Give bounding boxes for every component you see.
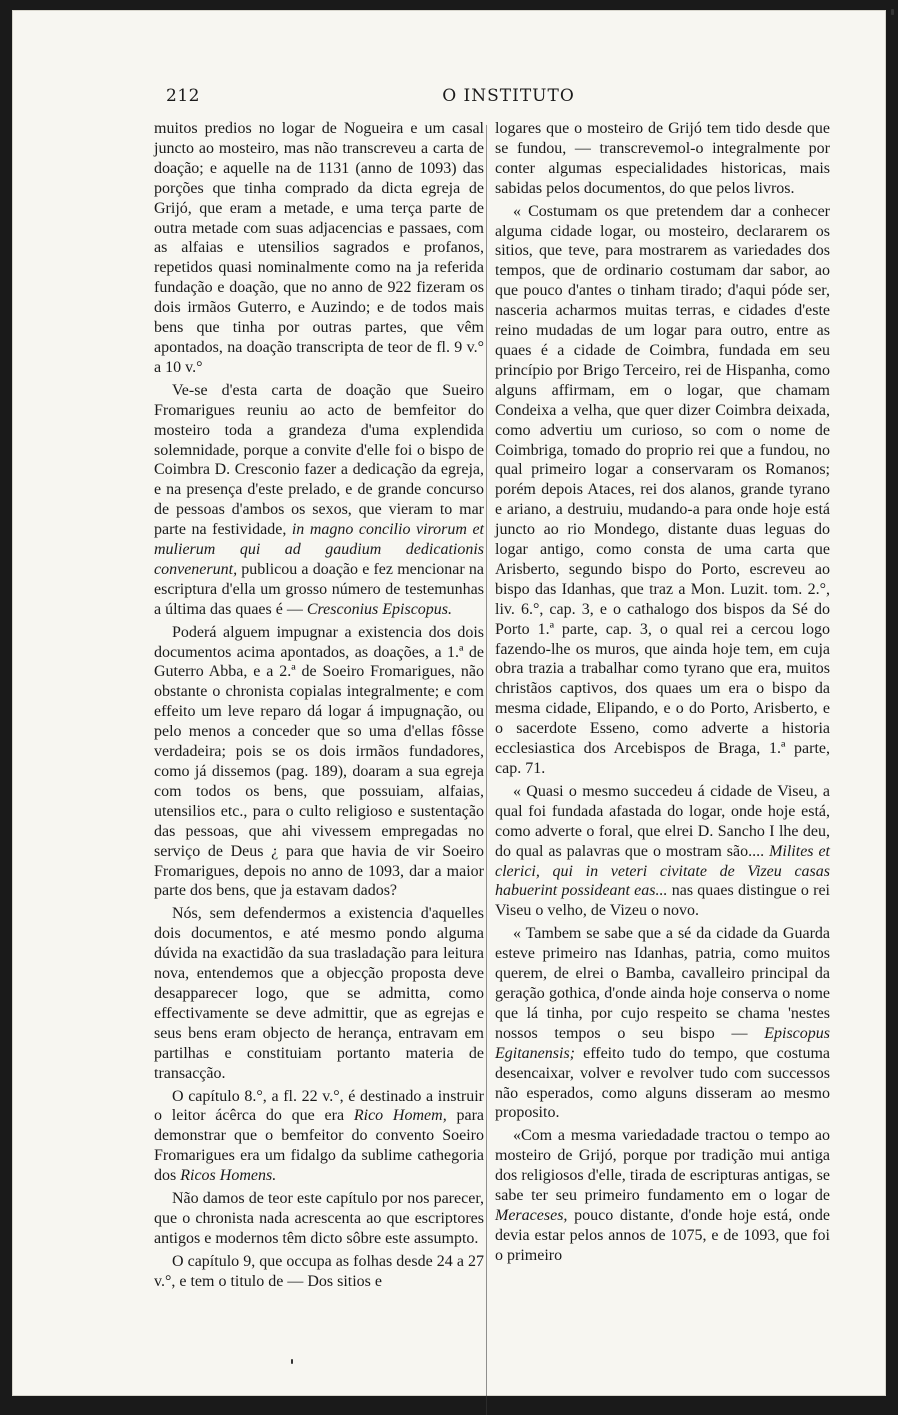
latin-title: Episcopus Egitanensis; [495, 1024, 830, 1062]
text-run: «Com a mesma variedadade tractou o tempo ao mosteiro de Grijó, porque por tradição mui antiga dos religiosos d'elle, tirada de escripturas antigas, se sabe ter seu primeiro fundamento em o logar de [495, 1127, 830, 1205]
paragraph: Nós, sem defendermos a existencia d'aquelles dois documentos, e até mesmo pondo alguma dúvida na exactidão da sua trasladação para leitura nova, entendemos que a objecção proposta deve desapparecer logo, que se admitta, como effectivamente se deve admittir, que as egrejas e seus bens eram objecto de herança, entravam em partilhas e constituiam portanto materia de transacção. [154, 905, 484, 1082]
paragraph: Poderá alguem impugnar a existencia dos dois documentos acima apontados, as doações, a 1.ª de Guterro Abba, e a 2.ª de Soeiro Fromarigues, não obstante o chronista copialas integralmente; e com effeito um leve reparo dá logar á impugnação, ou pelo menos a conceder que so uma d'ellas fôsse verdadeira; pois se os dois irmãos fundadores, como já dissemos (pag. 189), doaram a sua egreja com todos os bens, que possuiam, alfaias, utensilios etc., para o culto religioso e sustentação das pessoas, que ahi vivessem empregadas no serviço de Deus ¿ para que havia de vir Soeiro Fromarigues, depois no anno de 1093, dar a maior parte dos bens, que ja estavam dados? [154, 623, 484, 900]
paragraph: Não damos de teor este capítulo por nos parecer, que o chronista nada acrescenta ao que escriptores antigos e modernos têm dicto sôbre este assumpto. [154, 1190, 484, 1247]
latin-signature: Cresconius Episcopus. [306, 600, 453, 618]
italic-term: Ricos Homens. [180, 1167, 277, 1185]
text-run: publicou a doação e fez mencionar na escriptura d'ella um grosso número de testemunhas a última das quaes é — [154, 560, 484, 618]
paragraph [495, 924, 830, 1123]
book-page [12, 10, 886, 1396]
page-number: 212 [166, 86, 200, 106]
paragraph: O capítulo 9, que occupa as folhas desde 24 a 27 v.°, e tem o titulo de — Dos sitios e [154, 1252, 484, 1290]
paragraph [154, 381, 484, 620]
text-run: Ve-se d'esta carta de doação que Sueiro Fromarigues reuniu ao acto de bemfeitor do mosteiro toda a grandeza d'uma explendida solemnidade, porque a convite d'elle foi o bispo de Coimbra D. Cresconio fazer a dedicação da egreja, e na presença d'este prelado, e de grande concurso de pessoas d'ambos os sexos, que vieram to mar parte na festividade, [154, 381, 484, 539]
running-title: O INSTITUTO [442, 86, 575, 106]
latin-quote: in magno concilio virorum et mulierum qui ad gaudium dedicationis convenerunt, [154, 521, 485, 578]
column-rule [486, 125, 487, 1415]
paragraph: muitos predios no logar de Nogueira e um casal juncto ao mosteiro, mas não transcreveu a carta de doação; e aquelle na de 1131 (anno de 1093) das porções que tinha comprado da dicta egreja de Grijó, que eram a metade, e uma terça parte de outra metade com suas adjacencias e passaes, com as alfaias e utensilios sagrados e profanos, repetidos quasi nominalmente como na ja referida fundação e doação, que no anno de 922 fizeram os dois irmãos Guterro, e Auzindo; e de todos mais bens que tinha por outras partes, que vêm apontados, na doação transcripta de teor de fl. 9 v.° a 10 v.° [154, 120, 484, 376]
paragraph [154, 1087, 484, 1187]
text-run: O capítulo 8.°, a fl. 22 v.°, é destinado a instruir o leitor ácêrca do que era [154, 1087, 484, 1125]
paragraph: logares que o mosteiro de Grijó tem tido desde que se fundou, — transcrevemol-o integralmente por conter algumas especialidades historicas, mais sabidas pelos documentos, do que pelos livros. [495, 120, 830, 197]
text-run: para demonstrar que o bemfeitor do convento Soeiro Fromarigues era um fidalgo da sublime cathegoria dos [154, 1107, 485, 1185]
text-run: « Quasi o mesmo succedeu á cidade de Viseu, a qual foi fundada afastada do logar, onde hoje está, como adverte o foral, que elrei D. Sancho I lhe deu, do qual as palavras que o mostram são.... [495, 782, 830, 860]
text-run: effeito tudo do tempo, que costuma desencaixar, volver e revolver tudo com successos não esperados, como alguns disseram ao mesmo proposito. [495, 1044, 830, 1122]
scan-speck [291, 1359, 293, 1364]
paragraph [495, 1126, 830, 1265]
right-column [495, 119, 830, 1269]
italic-term: Rico Homem, [353, 1107, 447, 1125]
page-header [166, 86, 851, 116]
text-run: « Tambem se sabe que a sé da cidade da Guarda esteve primeiro nas Idanhas, patria, como muitos querem, de elrei o Bamba, cavalleiro principal da geração gothica, d'onde ainda hoje conserva o nome que lá tinha, por cujo respeito se chama 'nestes nossos tempos o seu bispo — [495, 925, 830, 1042]
paragraph: « Costumam os que pretendem dar a conhecer alguma cidade logar, ou mosteiro, declararem os sitios, que teve, para mostrarem as variedades dos tempos, que de ordinario costumam dar sabor, ao que pouco d'antes o tinham tirado; d'aqui póde ser, nasceria acharmos muitas terras, e cidades d'este reino mudadas de um logar para outro, entre as quaes é a cidade de Coimbra, fundada em seu princípio por Brigo Terceiro, rei de Hispanha, como alguns affirmam, em o logar, que chamam Condeixa a velha, que quer dizer Coimbra deixada, como advertiu um curioso, so com o nome de Coimbriga, tomado do proprio rei que a fundou, no qual primeiro logar a conservaram os Romanos; porém depois Ataces, rei dos alanos, grande tyrano e ariano, a destruiu, mudando-a para onde hoje está juncto ao rio Mondego, distante duas leguas do logar antigo, como consta de uma carta que Arisberto, segundo bispo do Porto, escreveu ao bispo das Idanhas, que traz a Mon. Luzit. tom. 2.°, liv. 6.°, cap. 3, e o cathalogo dos bispos da Sé do Porto 1.ª parte, cap. 3, o qual rei a cercou logo fazendo-lhe os muros, que ainda hoje tem, em cuja obra trazia a trabalhar como tyrano que era, muitos christãos captivos, dos quaes um era o bispo da mesma cidade, Elipando, e o do Porto, Arisberto, e o sacerdote Esseno, como adverte a historia ecclesiastica dos Arcebispos de Braga, 1.ª parte, cap. 71. [495, 202, 830, 777]
scan-speck [891, 9, 894, 15]
paragraph [495, 782, 830, 921]
text-run: nas quaes distingue o rei Viseu o velho, de Vizeu o novo. [495, 882, 830, 920]
left-column [154, 119, 484, 1295]
text-run: pouco distante, d'onde hoje está, onde devia estar pelos annos de 1075, e de 1093, que foi o primeiro [495, 1206, 830, 1264]
place-name: Meraceses, [495, 1206, 568, 1224]
latin-quote: Milites et clerici, qui in veteri civitate de Vizeu casas habuerint possideant eas... [495, 842, 830, 900]
